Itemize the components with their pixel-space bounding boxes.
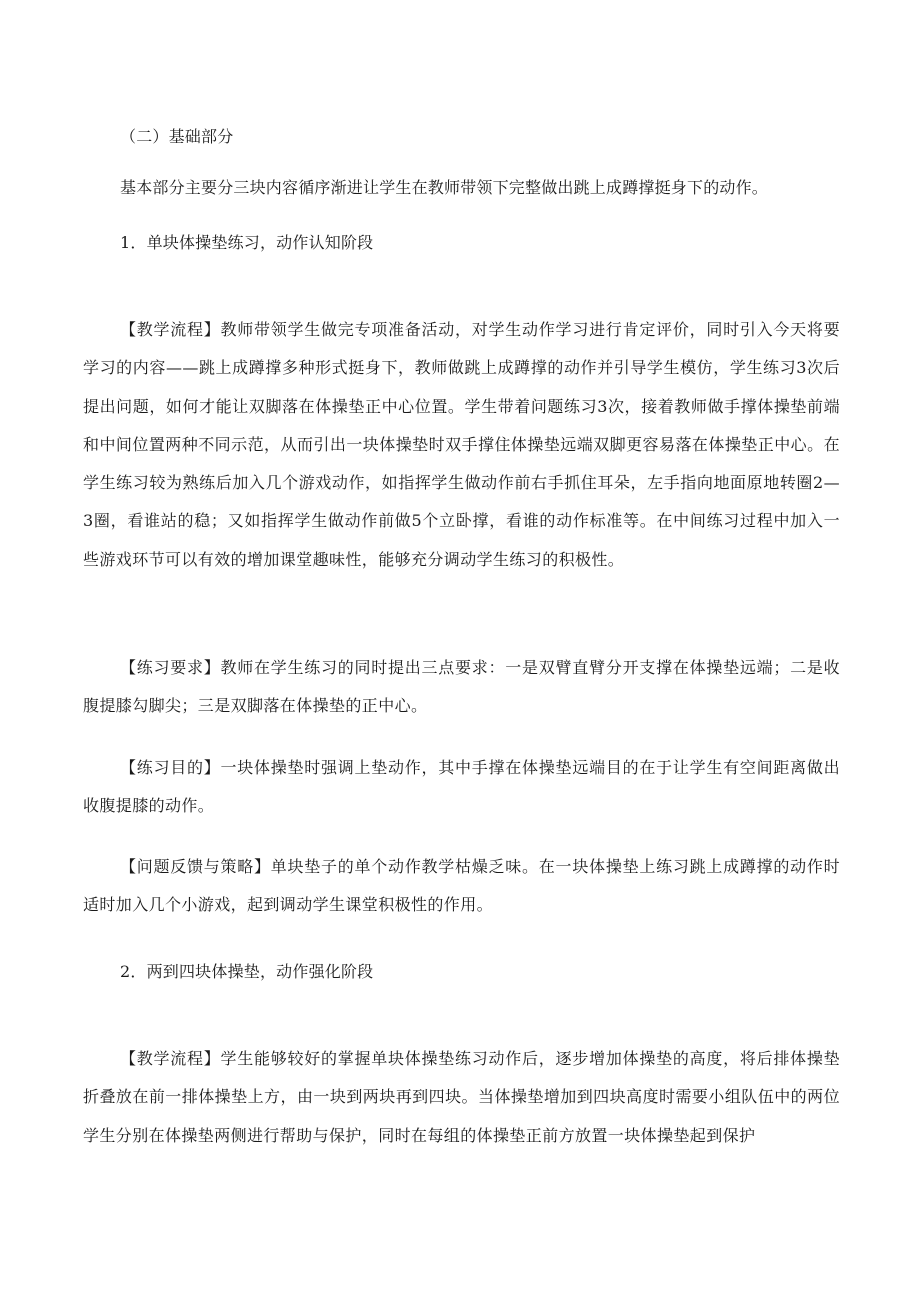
paragraph-feedback-strategy-1: 【问题反馈与策略】单块垫子的单个动作教学枯燥乏味。在一块体操垫上练习跳上成蹲撑的动作时适时加入几个小游戏，起到调动学生课堂积极性的作用。 [83,857,840,915]
subsection-heading-2: 2．两到四块体操垫，动作强化阶段 [120,962,374,981]
paragraph-teaching-process-1: 【教学流程】教师带领学生做完专项准备活动，对学生动作学习进行肯定评价，同时引入今天将要学习的内容——跳上成蹲撑多种形式挺身下，教师做跳上成蹲撑的动作并引导学生模仿，学生练习3次后提出问题，如何才能让双脚落在体操垫正中心位置。学生带着问题练习3次，接着教师做手撑体操垫前端和中间位置两种不同示范，从而引出一块体操垫时双手撑住体操垫远端双脚更容易落在体操垫正中心。在学生练习较为熟练后加入几个游戏动作，如指挥学生做动作前右手抓住耳朵，左手指向地面原地转圈2—3圈，看谁站的稳；又如指挥学生做动作前做5个立卧撑，看谁的动作标准等。在中间练习过程中加入一些游戏环节可以有效的增加课堂趣味性，能够充分调动学生练习的积极性。 [83,320,840,569]
paragraph-practice-purpose-1: 【练习目的】一块体操垫时强调上垫动作，其中手撑在体操垫远端目的在于让学生有空间距离做出收腹提膝的动作。 [83,758,840,816]
section-heading: （二）基础部分 [120,127,234,146]
subsection-heading-1: 1．单块体操垫练习，动作认知阶段 [120,233,374,252]
intro-paragraph: 基本部分主要分三块内容循序渐进让学生在教师带领下完整做出跳上成蹲撑挺身下的动作。 [120,178,769,197]
paragraph-practice-requirements-1: 【练习要求】教师在学生练习的同时提出三点要求：一是双臂直臂分开支撑在体操垫远端；二是收腹提膝勾脚尖；三是双脚落在体操垫的正中心。 [83,658,840,716]
paragraph-teaching-process-2: 【教学流程】学生能够较好的掌握单块体操垫练习动作后，逐步增加体操垫的高度，将后排体操垫折叠放在前一排体操垫上方，由一块到两块再到四块。当体操垫增加到四块高度时需要小组队伍中的两位学生分别在体操垫两侧进行帮助与保护，同时在每组的体操垫正前方放置一块体操垫起到保护 [83,1049,840,1145]
